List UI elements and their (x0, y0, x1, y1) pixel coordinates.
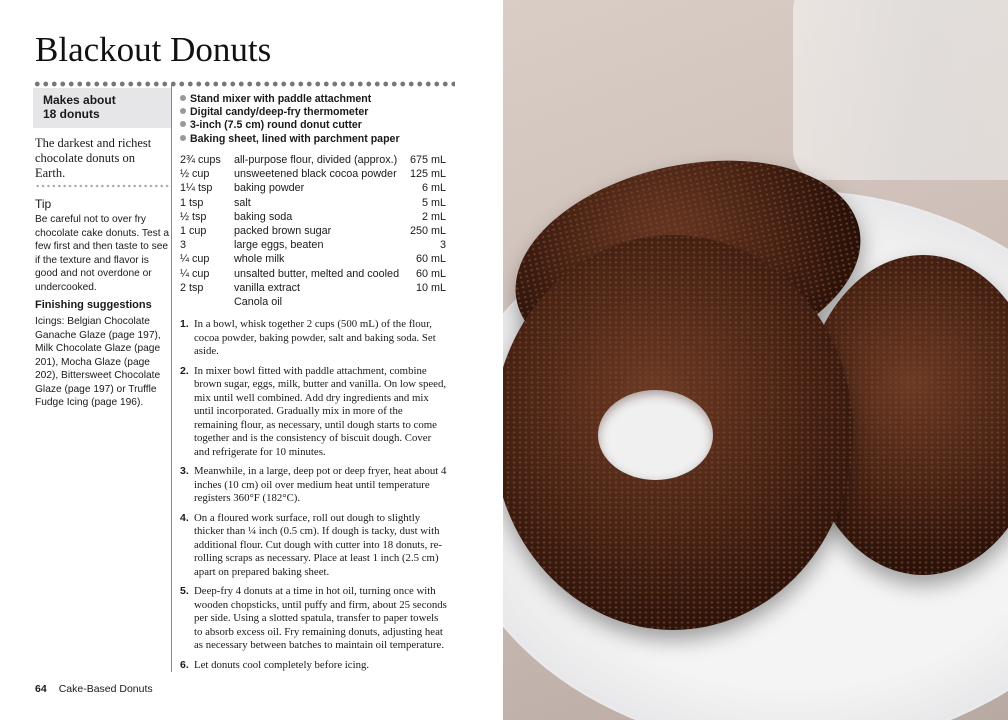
ingredient-quantity (180, 295, 234, 309)
step-text: In a bowl, whisk together 2 cups (500 mL) of the flour, cocoa powder, baking powder, salt and baking soda. Set aside. (194, 318, 436, 357)
donut-photo (503, 0, 1008, 720)
equipment-item: 3-inch (7.5 cm) round donut cutter (180, 119, 400, 132)
ingredient-quantity: 3 (180, 239, 187, 252)
step-number: 3. (180, 465, 189, 477)
step-text: On a floured work surface, roll out dough to slightly thicker than ¼ inch (0.5 cm). If dough is tacky, dust with additional flour. Cut dough with cutter into 18 donuts, re-rolling scraps as necessary. Place at least 1 inch (2.5 cm) apart on prepared baking sheet. (194, 511, 442, 578)
step-text: In mixer bowl fitted with paddle attachment, combine brown sugar, eggs, milk, butter and vanilla. On low speed, mix until well combined. Add dry ingredients and mix until incorporated. Gradually mix in more of the remaining flour, as necessary, until dough starts to come together and is the consistency of biscuit dough. Cover and refrigerate for 10 minutes. (194, 364, 447, 458)
dotted-divider (33, 81, 455, 87)
ingredient-metric: 5 mL (421, 196, 446, 209)
ingredient-metric: 60 mL (415, 267, 446, 280)
ingredient-quantity: ¼ cup (180, 267, 210, 280)
tip-text: Be careful not to over fry chocolate cake donuts. Test a few first and then taste to see if the texture and flavor is good and not overdone or undercooked. (35, 214, 170, 293)
recipe-page (0, 0, 503, 720)
ingredient-quantity: ½ tsp (180, 210, 207, 223)
ingredient-metric: 60 mL (415, 253, 446, 266)
ingredient-row (180, 181, 446, 195)
donut-hole (598, 390, 713, 480)
step-text: Deep-fry 4 donuts at a time in hot oil, turning once with wooden chopsticks, until puffy and firm, about 25 seconds per side. Using a slotted spatula, transfer to paper towels to absorb excess oil. Fry remaining donuts, adjusting heat as necessary between batches to maintain oil temperature. (194, 585, 447, 651)
ingredient-row (180, 224, 446, 238)
ingredient-name: salt (234, 196, 251, 209)
page-footer (35, 683, 165, 695)
finishing-text: Icings: Belgian Chocolate Ganache Glaze (page 197), Milk Chocolate Glaze (page 201), Mocha Glaze (page 202), Bittersweet Chocolate Glaze (page 197) or Truffle Fudge Icing (page 196). (35, 316, 161, 408)
method-step (180, 365, 448, 460)
ingredient-name: unsalted butter, melted and cooled (234, 267, 400, 280)
step-text: Meanwhile, in a large, deep pot or deep fryer, heat about 4 inches (10 cm) oil over medium heat until temperature registers 360°F (182°C). (194, 465, 447, 504)
ingredient-row (180, 295, 446, 309)
finishing-heading: Finishing suggestions (35, 299, 152, 311)
ingredient-metric: 125 mL (409, 168, 446, 181)
ingredient-name: all-purpose flour, divided (approx.) (234, 154, 398, 166)
ingredient-metric: 2 mL (421, 210, 446, 223)
ingredient-metric: 675 mL (409, 154, 446, 166)
ingredient-metric: 10 mL (415, 281, 446, 294)
ingredient-quantity: 2 tsp (180, 281, 204, 294)
section-name: Cake-Based Donuts (58, 683, 153, 695)
ingredient-quantity: 1 cup (180, 225, 207, 238)
tip-heading: Tip (35, 197, 52, 211)
ingredient-row (180, 210, 446, 224)
ingredient-row (180, 281, 446, 295)
ingredient-name: large eggs, beaten (234, 239, 324, 252)
column-divider (171, 84, 172, 672)
ingredient-name: packed brown sugar (234, 225, 332, 238)
page-number: 64 (35, 683, 47, 695)
ingredient-name: vanilla extract (234, 281, 301, 294)
step-number: 1. (180, 318, 189, 330)
ingredients-table (180, 153, 446, 309)
dotted-divider (35, 184, 169, 188)
method-step (180, 659, 448, 673)
ingredient-quantity: ½ cup (180, 168, 210, 181)
ingredient-row (180, 153, 446, 167)
method-steps (180, 318, 448, 678)
ingredient-row (180, 196, 446, 210)
ingredient-row (180, 267, 446, 281)
ingredient-metric: 6 mL (421, 182, 446, 195)
ingredient-quantity: 1 tsp (180, 196, 204, 209)
equipment-list (180, 93, 400, 146)
ingredient-name: baking soda (234, 210, 293, 223)
ingredient-name: Canola oil (234, 296, 283, 309)
ingredient-quantity: 2¾ cups (180, 154, 221, 166)
ingredient-metric: 250 mL (409, 225, 446, 238)
method-step (180, 585, 448, 653)
recipe-title: Blackout Donuts (35, 30, 272, 69)
ingredient-name: unsweetened black cocoa powder (234, 168, 397, 181)
step-number: 4. (180, 511, 189, 524)
step-number: 6. (180, 658, 189, 671)
ingredient-name: whole milk (234, 253, 285, 266)
equipment-item: Digital candy/deep-fry thermometer (180, 106, 400, 119)
recipe-intro: The darkest and richest chocolate donuts on Earth. (35, 136, 152, 180)
step-number: 5. (180, 585, 189, 597)
ingredient-metric: 3 (439, 239, 446, 252)
step-number: 2. (180, 364, 189, 377)
ingredient-quantity: ¼ cup (180, 253, 210, 266)
yield-line: 18 donuts (43, 107, 100, 121)
yield-box (33, 88, 171, 128)
method-step (180, 318, 448, 359)
equipment-item: Stand mixer with paddle attachment (180, 93, 400, 106)
ingredient-row (180, 167, 446, 181)
ingredient-row (180, 252, 446, 266)
yield-line: Makes about (43, 93, 116, 107)
method-step (180, 512, 448, 580)
step-text: Let donuts cool completely before icing. (194, 658, 370, 671)
ingredient-metric (404, 295, 446, 309)
method-step (180, 465, 448, 506)
ingredient-row (180, 238, 446, 252)
equipment-item: Baking sheet, lined with parchment paper (180, 133, 400, 146)
ingredient-name: baking powder (234, 182, 305, 195)
glass-of-milk (793, 0, 1008, 180)
ingredient-quantity: 1¼ tsp (180, 182, 213, 195)
